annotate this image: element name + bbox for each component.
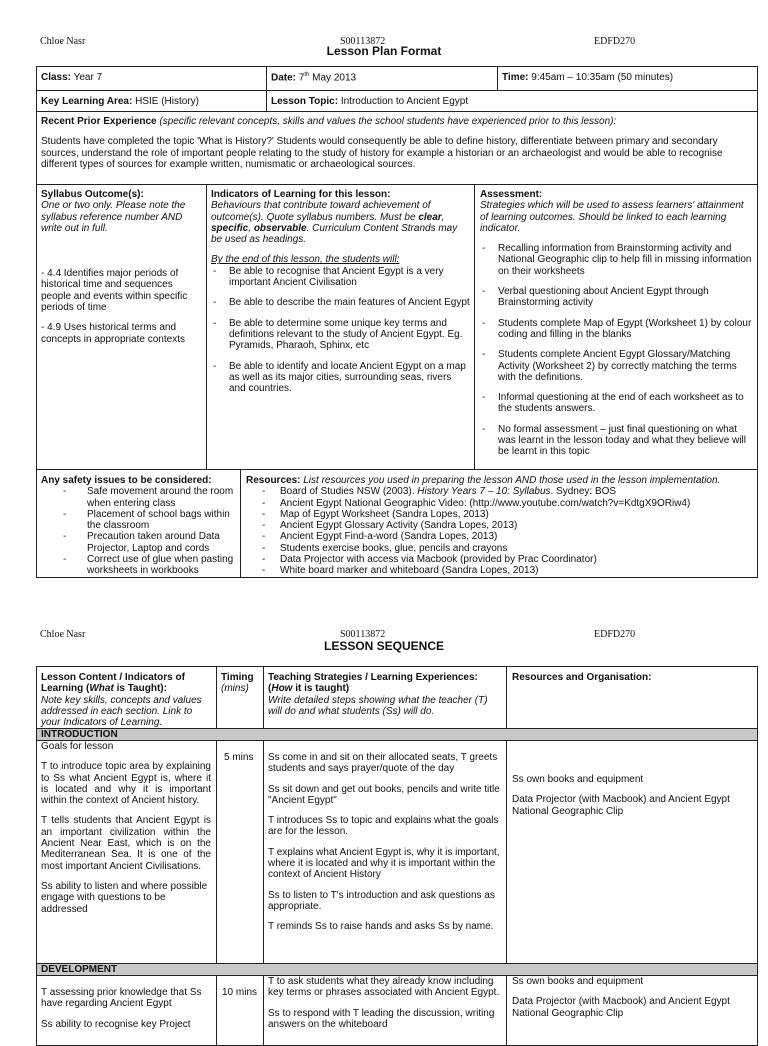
by-end-of-lesson: By the end of this lesson, the students will: — [211, 254, 400, 266]
assessment-item: - Verbal questioning about Ancient Egypt through Brainstorming activity — [480, 286, 754, 309]
syllabus-outcome-1: - 4.4 Identifies major periods of historical time and sequences people and events within specific periods of time — [41, 268, 188, 314]
kla-label: Key Learning Area: — [41, 96, 133, 107]
indicator-item: - Be able to recognise that Ancient Egypt is a very important Ancient Civilisation — [211, 266, 470, 289]
rpe-note: (specific relevant concepts, skills and values the school students have experienced prior to this lesson): — [156, 116, 617, 127]
col4-head: Resources and Organisation: — [512, 672, 652, 683]
time-field — [502, 72, 673, 83]
indicators-note-c: , — [248, 222, 254, 234]
page1-title: Lesson Plan Format — [326, 44, 442, 58]
resource-item-1-post: . Sydney: BOS — [550, 486, 617, 498]
class-label: Class: — [41, 72, 72, 83]
introduction-label: INTRODUCTION — [41, 729, 118, 740]
assessment-item: - No formal assessment – just final questioning on what was learnt in the lesson today and what they believe will be learnt in this topic — [480, 424, 754, 458]
topic-label: Lesson Topic: — [271, 96, 339, 107]
assessment-item: - Informal questioning at the end of each worksheet as to the students answers. — [480, 392, 754, 415]
resource-item: - White board marker and whiteboard (Sandra Lopes, 2013) — [246, 565, 756, 576]
topic-field — [271, 96, 468, 107]
indicators-of-learning — [211, 189, 470, 394]
resource-item: - Ancient Egypt National Geographic Video: (http://www.youtube.com/watch?v=KdtgX9ORiw4) — [246, 498, 756, 509]
recent-prior-experience — [41, 116, 753, 170]
intro-content-item: T to introduce topic area by explaining to Ss what Ancient Egypt is, where it is located and why it is important within the context of Ancient history. — [41, 761, 211, 807]
indicators-note-observable: observable — [253, 222, 307, 234]
date-label: Date: — [271, 72, 297, 84]
unit-code: EDFD270 — [594, 36, 636, 47]
syllabus-heading: Syllabus Outcome(s): — [41, 189, 144, 200]
intro-timing: 5 mins — [224, 752, 254, 763]
intro-resource: Data Projector (with Macbook) and Ancient Egypt National Geographic Clip — [512, 794, 730, 817]
intro-resource: Ss own books and equipment — [512, 774, 644, 785]
resources-heading: Resources: — [246, 475, 301, 486]
class-value: Year 7 — [71, 72, 103, 83]
resource-item: - Data Projector with access via Macbook (provided by Prac Coordinator) — [246, 554, 756, 565]
intro-goals: Goals for lesson — [41, 741, 114, 752]
syllabus-outcomes — [41, 189, 203, 345]
resource-item: - Ancient Egypt Find-a-word (Sandra Lopes, 2013) — [246, 531, 756, 542]
col2-note: (mins) — [221, 683, 249, 695]
unit-code: EDFD270 — [594, 629, 636, 640]
safety-item: - Correct use of glue when pasting worksheets in workbooks — [41, 554, 237, 577]
date-field — [271, 72, 356, 84]
intro-resources — [512, 774, 752, 817]
col1-head-a: Lesson Content / Indicators of Learning ( — [41, 672, 185, 695]
resource-item-1-title: History Years 7 – 10: Syllabus — [417, 486, 551, 498]
indicators-note-b: , — [441, 211, 445, 223]
development-band — [37, 964, 757, 975]
indicator-item: - Be able to determine some unique key terms and definitions relevant to the study of Ancient Egypt. Eg. Pyramids, Pharaoh, Sphinx, etc — [211, 318, 470, 352]
indicator-item: - Be able to describe the main features of Ancient Egypt — [211, 297, 470, 308]
time-label: Time: — [502, 72, 529, 83]
col1-head-what: What — [89, 683, 114, 695]
kla-field — [41, 96, 199, 107]
dev-strategies — [268, 976, 502, 1030]
class-field — [41, 72, 102, 83]
indicator-item: - Be able to identify and locate Ancient Egypt on a map as well as its major cities, surrounding seas, rivers and countries. — [211, 361, 470, 395]
col3-note: Write detailed steps showing what the teacher (T) will do and what students (Ss) will do. — [268, 694, 488, 717]
indicators-note-a: Behaviours that contribute toward achievement of outcome(s). Quote syllabus numbers. Must be — [211, 200, 431, 223]
intro-step: T explains what Ancient Egypt is, why it is important, where it is located and why it is important within the context of Ancient History — [268, 846, 500, 881]
resource-item: - Ancient Egypt Glossary Activity (Sandra Lopes, 2013) — [246, 520, 756, 531]
indicators-heading: Indicators of Learning for this lesson: — [211, 189, 391, 200]
safety-item: - Placement of school bags within the classroom — [41, 509, 237, 532]
dev-resource: Data Projector (with Macbook) and Ancient Egypt National Geographic Clip — [512, 996, 730, 1019]
intro-content-item: T tells students that Ancient Egypt is an important civilization within the Ancient Near East, which is on the Mediterranean Sea. It is one of the most important Ancient Civilisations. — [41, 815, 211, 872]
resource-item — [246, 486, 756, 497]
col2-head: Timing — [221, 672, 254, 683]
assessment-item: - Recalling information from Brainstorming activity and National Geographic clip to help fill in missing information on their worksheets — [480, 243, 754, 277]
topic-value: Introduction to Ancient Egypt — [338, 96, 469, 107]
dev-content — [41, 987, 211, 1030]
intro-step: Ss to listen to T's introduction and ask questions as appropriate. — [268, 889, 495, 912]
col-teaching-strategies-header — [268, 672, 504, 717]
dev-resources — [512, 976, 752, 1019]
resource-item: - Map of Egypt Worksheet (Sandra Lopes, 2013) — [246, 509, 756, 520]
col-resources-header — [512, 672, 752, 683]
intro-step: T introduces Ss to topic and explains what the goals are for the lesson. — [268, 815, 499, 838]
resource-item-1-pre: Board of Studies NSW (2003). — [280, 486, 418, 498]
safety-heading: Any safety issues to be considered: — [41, 475, 212, 486]
dev-step: Ss to respond with T leading the discussion, writing answers on the whiteboard — [268, 1007, 495, 1030]
dev-content-item: T assessing prior knowledge that Ss have regarding Ancient Egypt — [41, 987, 202, 1010]
dev-resource: Ss own books and equipment — [512, 976, 644, 987]
intro-content — [41, 741, 211, 915]
student-id: S00113872 — [340, 629, 386, 640]
col3-head-b: ( — [268, 683, 272, 695]
assessment-item: - Students complete Map of Egypt (Worksheet 1) by colour coding and filling in the blanks — [480, 318, 754, 341]
intro-step: Ss come in and sit on their allocated seats, T greets students and says prayer/quote of the day — [268, 752, 498, 775]
author-name: Chloe Nasr — [40, 36, 86, 47]
assessment-heading: Assessment: — [480, 189, 543, 200]
time-value: 9:45am – 10:35am (50 minutes) — [528, 72, 674, 83]
col1-head-b: is Taught): — [113, 683, 167, 695]
development-label: DEVELOPMENT — [41, 964, 118, 975]
col-lesson-content-header — [41, 672, 213, 728]
safety-item: - Safe movement around the room when entering class — [41, 486, 237, 509]
assessment-item: - Students complete Ancient Egypt Glossary/Matching Activity (Worksheet 2) by correctly matching the terms with the definitions. — [480, 349, 754, 383]
dev-content-item: Ss ability to recognise key Project — [41, 1018, 191, 1030]
student-id: S00113872 — [340, 36, 386, 47]
syllabus-outcome-2: - 4.9 Uses historical terms and concepts in appropriate contexts — [41, 322, 185, 345]
rpe-text: Students have completed the topic 'What is History?' Students would consequently be able to define history, differentiate between primary and secondary sources, understand the role of important people relating to the study of history for example a historian or an archaeologist and would be able to recognise different types of sources for example written, numismatic or archaeological sources. — [41, 136, 723, 170]
dev-step: T to ask students what they already know including key terms or phrases associated with Ancient Egypt. — [268, 976, 500, 999]
col3-head-c: it is taught) — [292, 683, 350, 695]
col-timing-header — [221, 672, 261, 695]
resources-note: List resources you used in preparing the lesson AND those used in the lesson implementation. — [300, 475, 721, 486]
indicators-note-specific: specific — [211, 222, 249, 234]
col3-head-how: How — [271, 683, 293, 695]
col3-head-a: Teaching Strategies / Learning Experiences: — [268, 672, 478, 683]
dev-timing: 10 mins — [222, 987, 258, 998]
intro-step: T reminds Ss to raise hands and asks Ss by name. — [268, 921, 494, 933]
assessment-note: Strategies which will be used to assess learners' attainment of learning outcomes. Should be linked to each learning indicator. — [480, 200, 744, 234]
page2-title: LESSON SEQUENCE — [323, 639, 445, 653]
intro-step: Ss sit down and get out books, pencils and write title "Ancient Egypt" — [268, 783, 500, 806]
indicators-note-d: . Curriculum Content Strands may be used as headings. — [211, 222, 458, 246]
safety-issues — [41, 475, 237, 577]
col1-note: Note key skills, concepts and values addressed in each section. Link to your Indicators of Learning. — [41, 694, 202, 729]
intro-content-item: Ss ability to listen and where possible engage with questions to be addressed — [41, 880, 208, 915]
rpe-label: Recent Prior Experience — [41, 116, 157, 127]
resource-item: - Students exercise books, glue, pencils and crayons — [246, 543, 756, 554]
assessment — [480, 189, 754, 458]
indicators-note-clear: clear — [418, 211, 442, 223]
safety-item: - Precaution taken around Data Projector, Laptop and cords — [41, 531, 237, 554]
date-value-day: 7 — [296, 72, 305, 84]
introduction-band — [37, 729, 757, 740]
date-value-rest: May 2013 — [309, 72, 357, 84]
resources — [246, 475, 756, 577]
date-value-ordinal: th — [304, 72, 310, 78]
syllabus-note: One or two only. Please note the syllabus reference number AND write out in full. — [41, 200, 186, 234]
intro-strategies — [268, 752, 502, 933]
kla-value: HSIE (History) — [132, 96, 199, 107]
author-name: Chloe Nasr — [40, 629, 86, 640]
